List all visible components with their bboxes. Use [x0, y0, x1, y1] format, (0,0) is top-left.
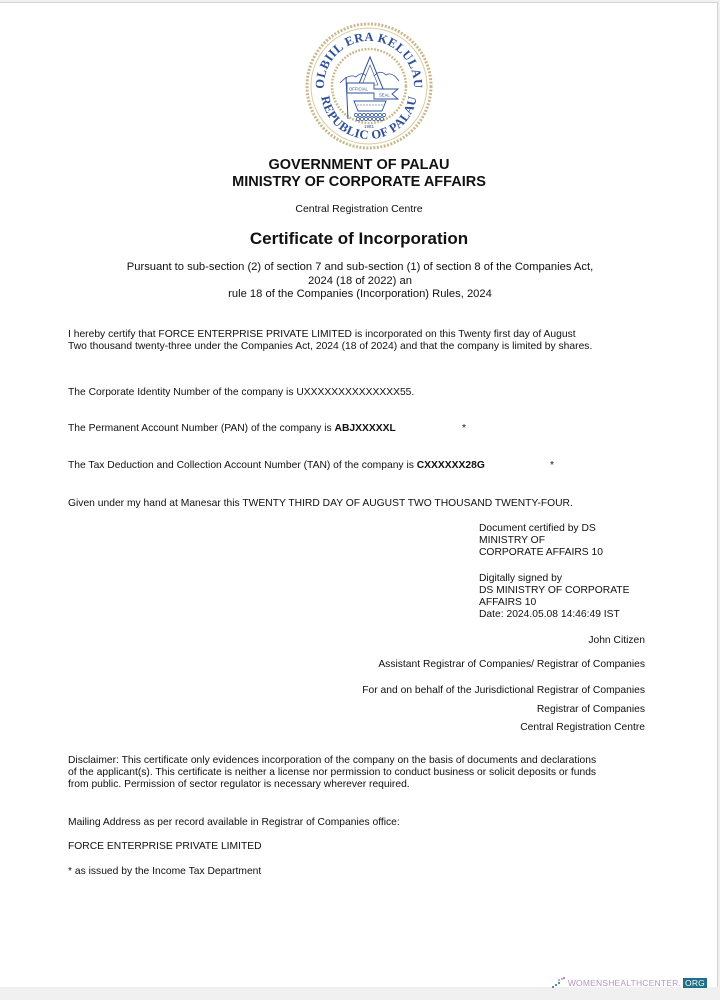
given-statement: Given under my hand at Manesar this TWENTY THIRD DAY OF AUGUST TWO THOUSAND TWENTY-FOUR.: [68, 498, 573, 509]
certificate-page: [0, 2, 718, 987]
certified-by-block: [479, 523, 603, 559]
signature-date: Date: 2024.05.08 14:46:49 IST: [479, 609, 620, 620]
certificate-title: Certificate of Incorporation: [249, 229, 469, 248]
pan-label: The Permanent Account Number (PAN) of the company is: [68, 423, 335, 434]
pursuant-line: rule 18 of the Companies (Incorporation) Rules, 2024: [228, 288, 492, 300]
palau-official-seal: [304, 21, 434, 151]
tan-value: CXXXXXX28G: [416, 460, 485, 471]
certified-line: MINISTRY OF: [479, 535, 545, 546]
behalf-statement: For and on behalf of the Jurisdictional Registrar of Companies: [362, 685, 645, 696]
disclaimer-line: from public. Permission of sector regulator is necessary wherever required.: [68, 779, 410, 790]
pursuant-line: Pursuant to sub-section (2) of section 7 and sub-section (1) of section 8 of the Companies Act,: [126, 261, 594, 273]
mailing-company-name: FORCE ENTERPRISE PRIVATE LIMITED: [68, 841, 262, 852]
certification-statement: [68, 329, 648, 353]
svg-text:OFFICIAL: OFFICIAL: [349, 86, 368, 92]
signed-line: DS MINISTRY OF CORPORATE: [479, 585, 630, 596]
pan-statement: [68, 423, 568, 435]
signed-line: Digitally signed by: [479, 573, 562, 584]
svg-text:REPUBLIC OF PALAU: REPUBLIC OF PALAU: [318, 94, 420, 143]
cin-statement: The Corporate Identity Number of the company is UXXXXXXXXXXXXXX55.: [68, 387, 415, 398]
government-name: GOVERNMENT OF PALAU: [268, 157, 450, 173]
svg-text:1981: 1981: [363, 124, 375, 129]
watermark: [552, 977, 707, 989]
certify-line: I hereby certify that FORCE ENTERPRISE PRIVATE LIMITED is incorporated on this Twenty first day of August: [68, 329, 576, 340]
svg-text:SEAL: SEAL: [379, 92, 390, 98]
certified-line: CORPORATE AFFAIRS 10: [479, 547, 603, 558]
government-heading: [0, 157, 718, 191]
disclaimer: [68, 755, 643, 791]
svg-text:OLBIIL ERA KELULAU: OLBIIL ERA KELULAU: [312, 29, 426, 89]
ministry-name: MINISTRY OF CORPORATE AFFAIRS: [232, 174, 486, 190]
office-name: Central Registration Centre: [295, 203, 423, 215]
pan-value: ABJXXXXXL: [334, 423, 396, 434]
pursuant-line: 2024 (18 of 2022) an: [308, 274, 412, 287]
signatory-name: John Citizen: [588, 635, 645, 646]
certify-line: Two thousand twenty-three under the Companies Act, 2024 (18 of 2024) and that the company is limited by shares.: [68, 341, 593, 352]
disclaimer-line: of the applicant(s). This certificate is neither a license nor permission to conduct business or solicit deposits or funds: [68, 767, 597, 778]
tan-asterisk: *: [550, 460, 555, 471]
watermark-badge: ORG: [685, 978, 705, 988]
watermark-text: WOMENSHEALTHCENTER.: [567, 978, 682, 988]
pan-asterisk: *: [462, 423, 467, 434]
certified-line: Document certified by DS: [479, 523, 596, 534]
digital-signature-block: [479, 573, 629, 621]
signatory-designation: Assistant Registrar of Companies/ Registrar of Companies: [378, 659, 645, 670]
mailing-address-label: Mailing Address as per record available in Registrar of Companies office:: [68, 817, 400, 828]
pursuant-clause: [95, 261, 625, 302]
disclaimer-line: Disclaimer: This certificate only evidences incorporation of the company on the basis of documents and declarations: [68, 755, 597, 766]
registrar-label: Registrar of Companies: [536, 704, 645, 715]
tan-statement: [68, 460, 608, 472]
footnote: * as issued by the Income Tax Department: [68, 866, 262, 877]
registration-centre-label: Central Registration Centre: [520, 722, 645, 733]
tan-label: The Tax Deduction and Collection Account Number (TAN) of the company is: [68, 460, 417, 471]
watermark-dots-icon: [552, 977, 566, 989]
signed-line: AFFAIRS 10: [479, 597, 537, 608]
seal-emblem-icon: [304, 21, 434, 151]
